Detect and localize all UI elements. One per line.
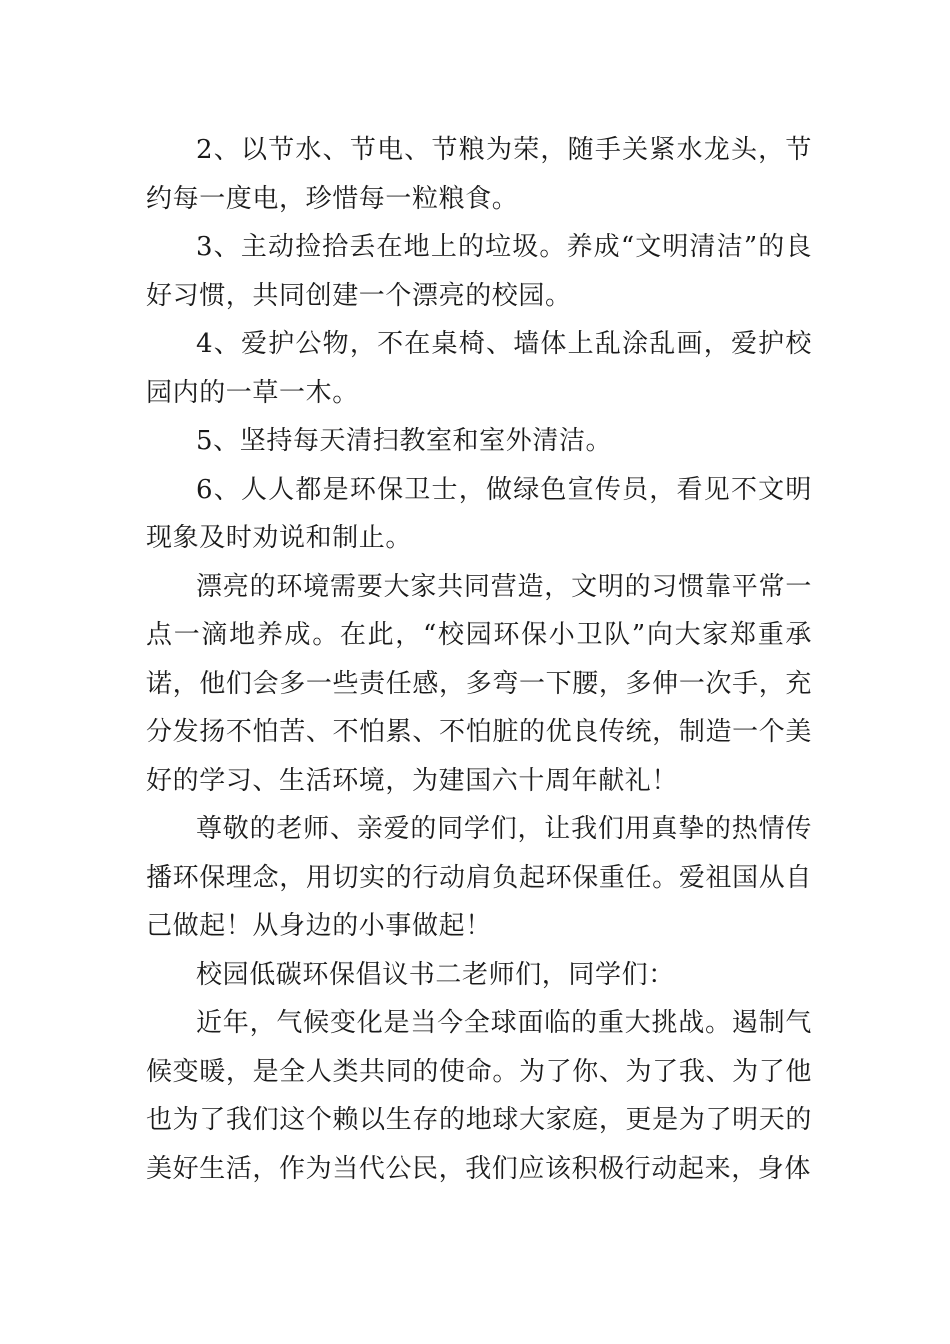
document-body: [146, 126, 812, 1193]
paragraph-item-3: 3、主动捡拾丢在地上的垃圾。养成“文明清洁”的良好习惯，共同创建一个漂亮的校园。: [146, 232, 812, 311]
paragraph-item-6: 6、人人都是环保卫士，做绿色宣传员，看见不文明现象及时劝说和制止。: [146, 474, 812, 553]
paragraph-item-4: 4、爱护公物，不在桌椅、墙体上乱涂乱画，爱护校园内的一草一木。: [146, 329, 812, 408]
paragraph-climate: 近年，气候变化是当今全球面临的重大挑战。遏制气候变暖，是全人类共同的使命。为了你、为了我、为了他也为了我们这个赖以生存的地球大家庭，更是为了明天的美好生活，作为当代公民，我们应该积极行动起来，身体: [146, 1008, 812, 1184]
paragraph-item-2: 2、以节水、节电、节粮为荣，随手关紧水龙头，节约每一度电，珍惜每一粒粮食。: [146, 135, 812, 214]
paragraph-environment: 漂亮的环境需要大家共同营造，文明的习惯靠平常一点一滴地养成。在此，“校园环保小卫队”向大家郑重承诺，他们会多一些责任感，多弯一下腰，多伸一次手，充分发扬不怕苦、不怕累、不怕脏的优良传统，制造一个美好的学习、生活环境，为建国六十周年献礼！: [146, 571, 812, 796]
paragraph-proposal-heading: 校园低碳环保倡议书二老师们，同学们：: [196, 959, 675, 990]
paragraph-appeal: 尊敬的老师、亲爱的同学们，让我们用真挚的热情传播环保理念，用切实的行动肩负起环保重任。爱祖国从自己做起！从身边的小事做起！: [146, 814, 812, 941]
paragraph-item-5: 5、坚持每天清扫教室和室外清洁。: [196, 426, 613, 456]
